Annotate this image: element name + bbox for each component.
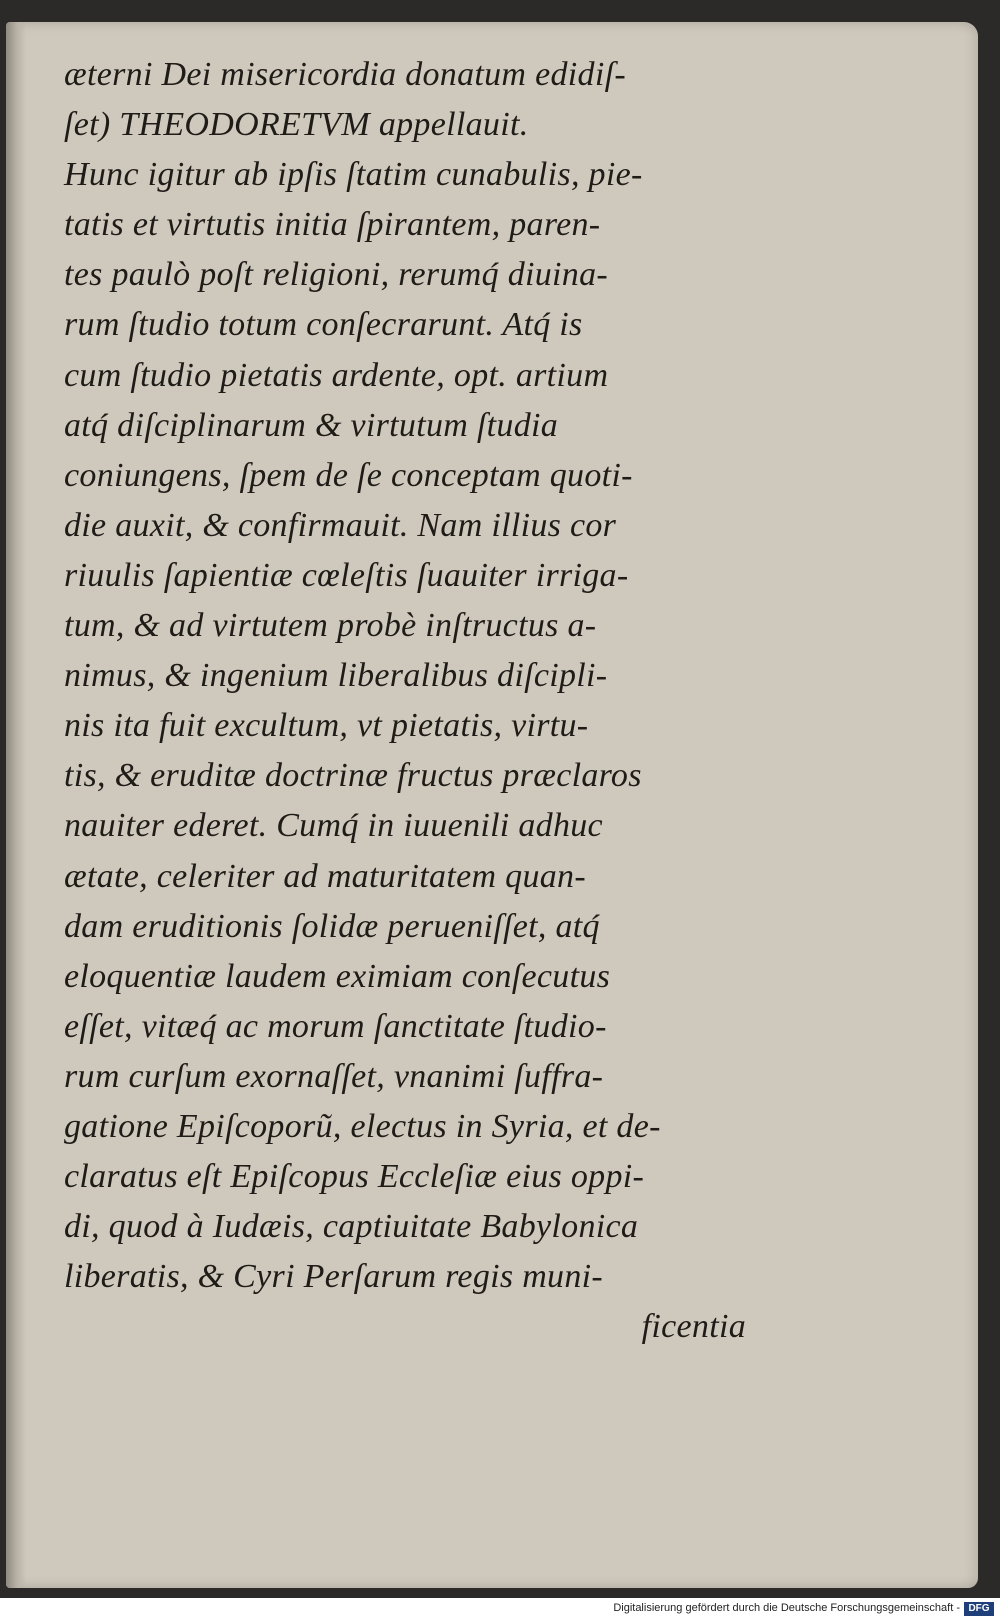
text-line: dam eruditionis ſolidæ perueniſſet, atq́ [64, 907, 600, 945]
text-line: liberatis, & Cyri Perſarum regis muni- [64, 1258, 604, 1296]
text-line: coniungens, ſpem de ſe conceptam quoti- [64, 456, 633, 494]
text-line: eſſet, vitæq́ ac morum ſanctitate ſtudio- [64, 1007, 607, 1045]
text-line: tum, & ad virtutem probè inſtructus a- [64, 607, 597, 645]
text-line: nis ita fuit excultum, vt pietatis, virtu- [64, 707, 589, 745]
text-line: eloquentiæ laudem eximiam conſecutus [64, 957, 611, 995]
text-line: cum ſtudio pietatis ardente, opt. artium [64, 356, 609, 394]
text-line: riuulis ſapientiæ cœleſtis ſuauiter irriga- [64, 556, 629, 594]
text-line: die auxit, & confirmauit. Nam illius cor [64, 506, 617, 544]
text-line: di, quod à Iudæis, captiuitate Babylonica [64, 1208, 639, 1246]
text-line: nimus, & ingenium liberalibus diſcipli- [64, 657, 608, 695]
text-line: ſet) THEODORETVM appellauit. [64, 106, 529, 144]
text-line: Hunc igitur ab ipſis ſtatim cunabulis, pie- [64, 156, 643, 194]
funding-credit: Digitalisierung gefördert durch die Deutsche Forschungsgemeinschaft - [613, 1602, 960, 1614]
catchword: ficentia [641, 1308, 746, 1346]
page-gutter [6, 22, 26, 1588]
digitization-footer [0, 1598, 1000, 1622]
text-line: rum curſum exornaſſet, vnanimi ſuffra- [64, 1057, 604, 1095]
text-line: rum ſtudio totum conſecrarunt. Atq́ is [64, 306, 583, 344]
page-text-block [64, 50, 754, 1352]
text-line: æterni Dei misericordia donatum edidiſ- [64, 56, 626, 93]
text-line: nauiter ederet. Cumq́ in iuuenili adhuc [64, 807, 603, 845]
dfg-logo-icon: DFG [964, 1602, 994, 1616]
text-line: atq́ diſciplinarum & virtutum ſtudia [64, 406, 559, 444]
text-line: ætate, celeriter ad maturitatem quan- [64, 857, 586, 895]
text-line: tis, & eruditæ doctrinæ fructus præclaros [64, 757, 642, 795]
text-line: gatione Epiſcoporũ, electus in Syria, et de- [64, 1107, 661, 1145]
text-line: claratus eſt Epiſcopus Eccleſiæ eius oppi- [64, 1158, 645, 1196]
text-line: tatis et virtutis initia ſpirantem, paren- [64, 206, 601, 244]
text-line: tes paulò poſt religioni, rerumq́ diuina- [64, 256, 609, 294]
